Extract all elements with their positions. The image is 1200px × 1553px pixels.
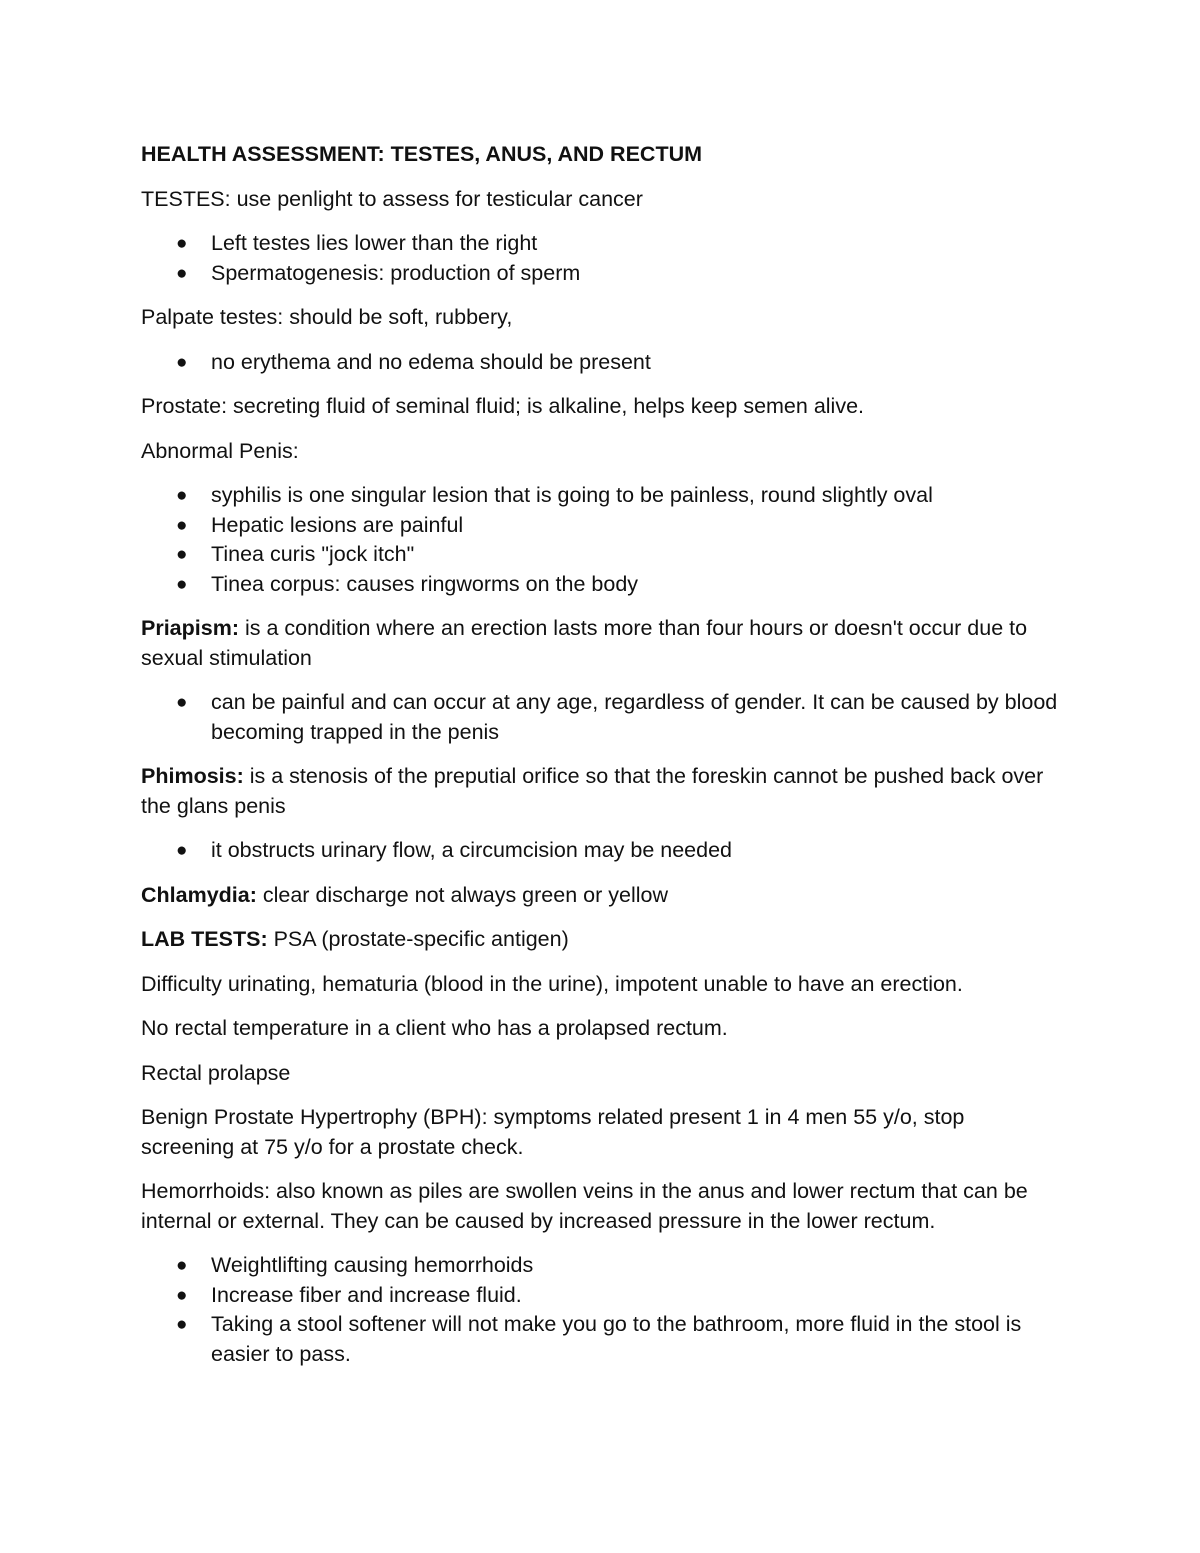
- list-item-text: Tinea corpus: causes ringworms on the body: [211, 571, 639, 596]
- list-item: [141, 511, 1061, 541]
- bullet-icon: ●: [176, 233, 188, 254]
- bullet-icon: ●: [176, 1255, 188, 1276]
- bullet-icon: ●: [176, 573, 188, 595]
- priapism-list: [141, 688, 1061, 747]
- bullet-icon: ●: [176, 840, 188, 861]
- bullet-icon: ●: [176, 1284, 188, 1306]
- bph-paragraph: Benign Prostate Hypertrophy (BPH): symptoms related present 1 in 4 men 55 y/o, stop screening at 75 y/o for a prostate check.: [141, 1105, 965, 1159]
- hemorrhoids-paragraph: Hemorrhoids: also known as piles are swollen veins in the anus and lower rectum that can be internal or external. They can be caused by increased pressure in the lower rectum.: [141, 1179, 1028, 1233]
- list-item: [141, 348, 1061, 378]
- lab-tests-term: LAB TESTS:: [141, 927, 268, 951]
- phimosis-term: Phimosis:: [141, 764, 244, 788]
- list-item-text: syphilis is one singular lesion that is going to be painless, round slightly oval: [211, 483, 933, 507]
- bullet-icon: ●: [176, 514, 188, 536]
- chlamydia-term: Chlamydia:: [141, 882, 257, 907]
- chlamydia-text: clear discharge not always green or yellow: [256, 882, 668, 907]
- palpate-intro: Palpate testes: should be soft, rubbery,: [141, 305, 513, 329]
- priapism-text: is a condition where an erection lasts more than four hours or doesn't occur due to sexual stimulation: [141, 616, 1028, 670]
- prostate-paragraph: Prostate: secreting fluid of seminal fluid; is alkaline, helps keep semen alive.: [141, 394, 865, 418]
- list-item-text: Taking a stool softener will not make you go to the bathroom, more fluid in the stool is easier to pass.: [211, 1312, 1022, 1366]
- difficulty-paragraph: Difficulty urinating, hematuria (blood in the urine), impotent unable to have an erection.: [141, 971, 963, 996]
- testes-intro: TESTES: use penlight to assess for testicular cancer: [141, 186, 643, 211]
- list-item: [141, 1281, 1061, 1311]
- list-item: [141, 1310, 1061, 1369]
- list-item-text: no erythema and no edema should be present: [211, 349, 651, 374]
- list-item-text: Left testes lies lower than the right: [211, 231, 538, 255]
- document-title: HEALTH ASSESSMENT: TESTES, ANUS, AND RECTUM: [141, 142, 703, 166]
- bullet-icon: ●: [176, 544, 188, 565]
- rectal-prolapse-paragraph: Rectal prolapse: [141, 1060, 291, 1085]
- palpate-list: [141, 348, 1061, 378]
- list-item: [141, 1251, 1061, 1281]
- list-item-text: it obstructs urinary flow, a circumcision may be needed: [211, 838, 733, 862]
- phimosis-paragraph: [141, 762, 1061, 821]
- lab-tests-paragraph: [141, 925, 1061, 955]
- list-item: [141, 570, 1061, 600]
- list-item-text: Weightlifting causing hemorrhoids: [211, 1253, 534, 1277]
- list-item: [141, 540, 1061, 570]
- bullet-icon: ●: [176, 262, 188, 284]
- list-item: [141, 836, 1061, 866]
- list-item-text: can be painful and can occur at any age, regardless of gender. It can be caused by blood becoming trapped in the penis: [211, 690, 1058, 744]
- rectal-temperature-paragraph: No rectal temperature in a client who has a prolapsed rectum.: [141, 1016, 728, 1040]
- chlamydia-paragraph: [141, 881, 1061, 911]
- list-item-text: Tinea curis "jock itch": [211, 542, 415, 566]
- lab-tests-text: PSA (prostate-specific antigen): [267, 927, 569, 951]
- bullet-icon: ●: [176, 485, 188, 506]
- abnormal-penis-list: [141, 481, 1061, 599]
- phimosis-text: is a stenosis of the preputial orifice so that the foreskin cannot be pushed back over the glans penis: [141, 764, 1044, 818]
- priapism-term: Priapism:: [141, 616, 239, 640]
- list-item-text: Spermatogenesis: production of sperm: [211, 260, 581, 285]
- list-item: [141, 259, 1061, 289]
- bullet-icon: ●: [176, 692, 188, 713]
- list-item: [141, 229, 1061, 259]
- bullet-icon: ●: [176, 351, 188, 373]
- testes-list: [141, 229, 1061, 288]
- list-item-text: Increase fiber and increase fluid.: [211, 1282, 522, 1307]
- phimosis-list: [141, 836, 1061, 866]
- list-item: [141, 481, 1061, 511]
- list-item-text: Hepatic lesions are painful: [211, 512, 464, 537]
- document-page: [141, 140, 1061, 1384]
- abnormal-penis-intro: Abnormal Penis:: [141, 438, 299, 463]
- bullet-icon: ●: [176, 1314, 188, 1335]
- hemorrhoids-list: [141, 1251, 1061, 1369]
- list-item: [141, 688, 1061, 747]
- priapism-paragraph: [141, 614, 1061, 673]
